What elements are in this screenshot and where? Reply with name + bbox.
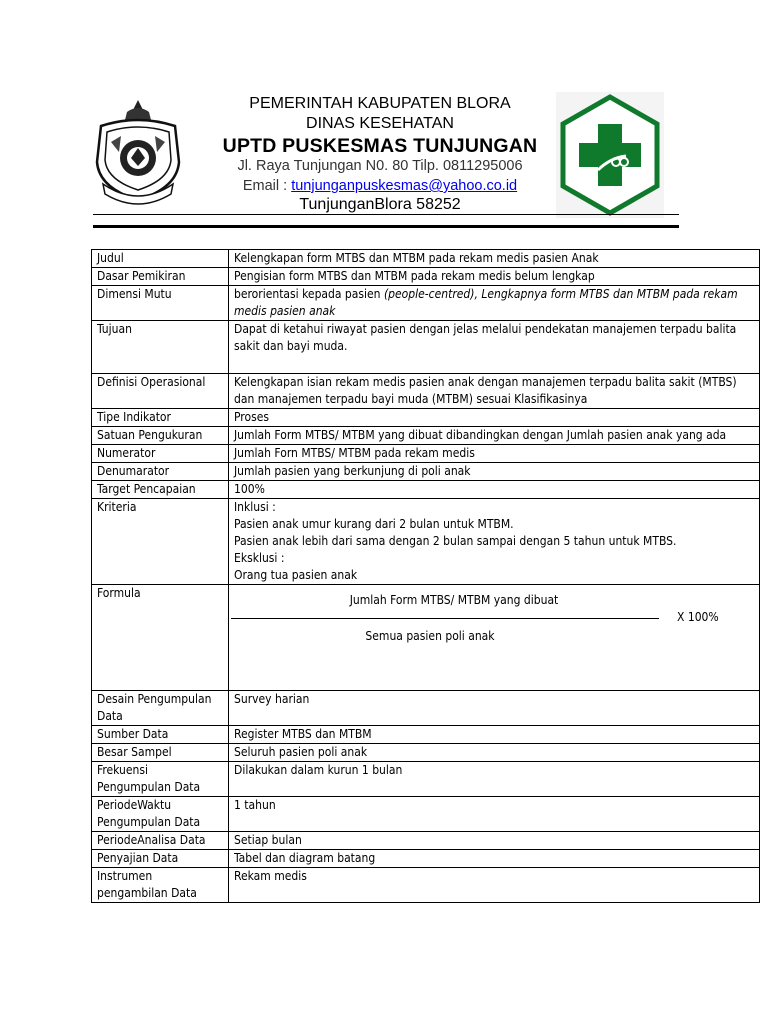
row-value: Proses [229,409,760,427]
header-address: Jl. Raya Tunjungan N0. 80 Tilp. 0811295006 [237,158,523,174]
row-label: Satuan Pengukuran [92,427,229,445]
row-label: Formula [92,585,229,691]
table-row [92,744,760,762]
puskesmas-cross-icon [556,92,664,218]
table-row [92,445,760,463]
row-value: Dilakukan dalam kurun 1 bulan [229,762,760,797]
row-label: Definisi Operasional [92,374,229,409]
exclusion-heading: Eksklusi : [234,551,285,565]
row-value: Kelengkapan isian rekam medis pasien anak dengan manajemen terpadu balita sakit (MTBS) dan manajemen terpadu bayi muda (MTBM) sesuai Klasifikasinya [229,374,760,409]
row-value: Seluruh pasien poli anak [229,744,760,762]
table-row [92,481,760,499]
formula-cell [229,585,760,691]
row-value: Kelengkapan form MTBS dan MTBM pada rekam medis pasien Anak [229,250,760,268]
inclusion-item: Pasien anak umur kurang dari 2 bulan untuk MTBM. [234,517,514,531]
formula-denominator: Semua pasien poli anak [365,629,495,643]
header-rule-thick [93,225,679,228]
email-link[interactable]: tunjunganpuskesmas@yahoo.co.id [291,178,518,194]
row-value: Pengisian form MTBS dan MTBM pada rekam medis belum lengkap [229,268,760,286]
table-row [92,268,760,286]
header-government: PEMERINTAH KABUPATEN BLORA [249,95,511,112]
header-email-line [200,178,560,194]
row-label: Dasar Pemikiran [92,268,229,286]
table-row [92,832,760,850]
row-label: Kriteria [92,499,229,585]
formula [234,585,755,690]
table-row [92,463,760,481]
formula-multiplier: X 100% [677,610,719,624]
row-label: Tipe Indikator [92,409,229,427]
table-row [92,726,760,744]
row-label: Desain Pengumpulan Data [92,691,229,726]
table-row [92,797,760,832]
header-institution: UPTD PUSKESMAS TUNJUNGAN [222,135,538,157]
table-row [92,374,760,409]
row-label: Target Pencapaian [92,481,229,499]
row-value: Jumlah Forn MTBS/ MTBM pada rekam medis [229,445,760,463]
header-rule-thin [93,214,679,215]
table-row [92,762,760,797]
table-row [92,868,760,903]
row-value: Jumlah Form MTBS/ MTBM yang dibuat dibandingkan dengan Jumlah pasien anak yang ada [229,427,760,445]
table-row [92,499,760,585]
row-label: Sumber Data [92,726,229,744]
table-row [92,250,760,268]
row-label: Judul [92,250,229,268]
row-value: Rekam medis [229,868,760,903]
row-value [229,286,760,321]
inclusion-item: Pasien anak lebih dari sama dengan 2 bulan sampai dengan 5 tahun untuk MTBS. [234,534,677,548]
table-row [92,286,760,321]
row-label: PeriodeWaktu Pengumpulan Data [92,797,229,832]
row-label: PeriodeAnalisa Data [92,832,229,850]
row-label: Penyajian Data [92,850,229,868]
row-label: Tujuan [92,321,229,374]
table-row [92,585,760,691]
header-department: DINAS KESEHATAN [306,115,454,132]
row-label: Numerator [92,445,229,463]
row-value: Dapat di ketahui riwayat pasien dengan jelas melalui pendekatan manajemen terpadu balita sakit dan bayi muda. [229,321,760,374]
header-city-postal: TunjunganBlora 58252 [299,196,461,213]
row-label: Besar Sampel [92,744,229,762]
table-row [92,409,760,427]
row-value: Setiap bulan [229,832,760,850]
letterhead [0,0,768,240]
row-value: Survey harian [229,691,760,726]
quality-dimension-italic: (people-centred), Lengkapnya form MTBS dan MTBM pada rekam medis pasien anak [234,287,738,318]
email-label: Email : [242,178,292,194]
row-label: Denumarator [92,463,229,481]
kabupaten-blora-emblem-icon [93,96,183,208]
row-label: Dimensi Mutu [92,286,229,321]
formula-numerator: Jumlah Form MTBS/ MTBM yang dibuat [349,593,559,607]
criteria-cell [229,499,760,585]
table-row [92,427,760,445]
table-row [92,321,760,374]
row-value: 1 tahun [229,797,760,832]
row-value: Tabel dan diagram batang [229,850,760,868]
quality-dimension-text: berorientasi kepada pasien [234,287,384,301]
row-value: Register MTBS dan MTBM [229,726,760,744]
row-label: Frekuensi Pengumpulan Data [92,762,229,797]
row-value: 100% [229,481,760,499]
inclusion-heading: Inklusi : [234,500,276,514]
table-row [92,691,760,726]
indicator-profile-table [91,249,760,903]
row-value: Jumlah pasien yang berkunjung di poli anak [229,463,760,481]
row-label: Instrumen pengambilan Data [92,868,229,903]
table-row [92,850,760,868]
exclusion-item: Orang tua pasien anak [234,568,358,582]
formula-fraction-line [231,618,659,619]
